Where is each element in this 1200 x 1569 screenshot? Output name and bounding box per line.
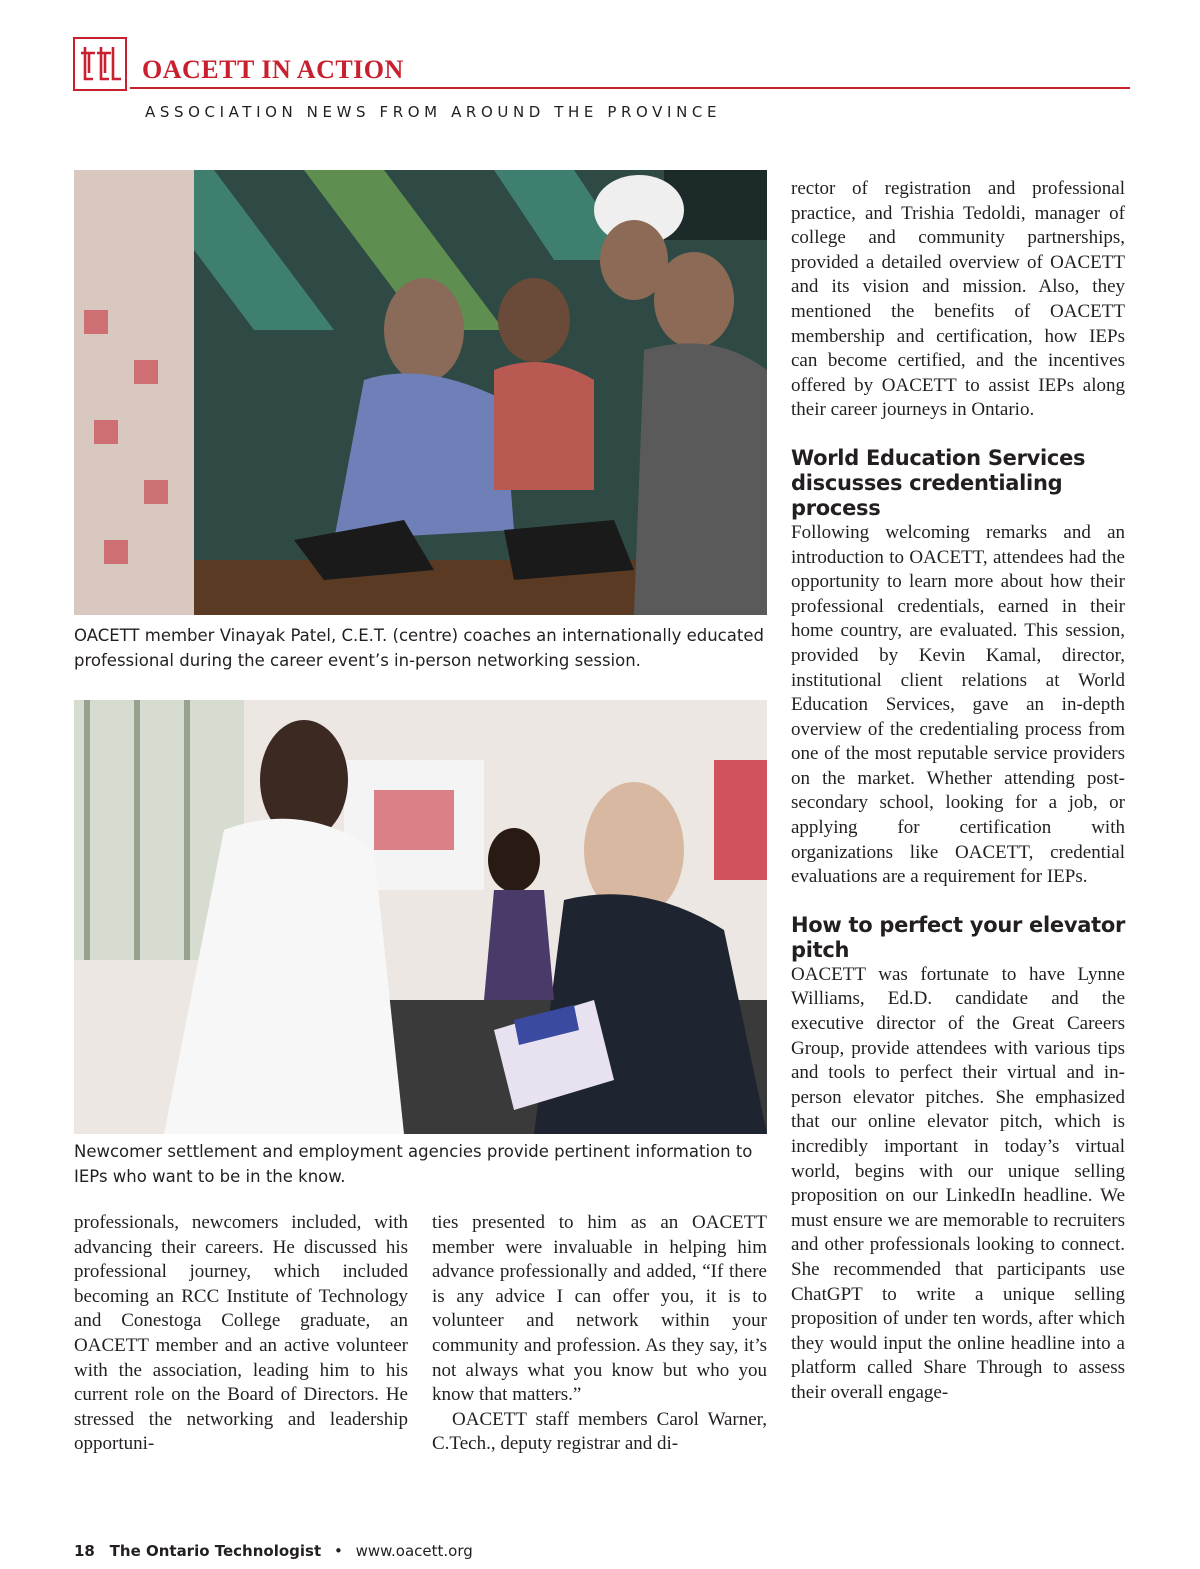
section-heading: World Education Services discusses credentialing process: [791, 445, 1086, 520]
paragraph: OACETT staff members Carol Warner, C.Tech., deputy registrar and di-: [432, 1408, 767, 1455]
paragraph: professionals, newcomers included, with advancing their careers. He discussed his professional journey, which included becoming an RCC Institute of Technology and Conestoga College graduate, an OACETT member and an active volunteer with the association, leading him to his current role on the Board of Directors. He stressed the networking and leadership opportuni-: [74, 1212, 408, 1455]
section-title: OACETT IN ACTION: [142, 55, 404, 84]
networking-session-photo: [74, 170, 767, 615]
page-number: 18: [74, 1542, 95, 1560]
information-booth-photo: [74, 700, 767, 1134]
paragraph: ties presented to him as an OACETT member were invaluable in helping him advance professionally and added, “If there is any advice I can offer you, it is to volunteer and network within your community and profession. As they say, it’s not always what you know but who you know that matters.”: [432, 1212, 767, 1406]
paragraph: Following welcoming remarks and an introduction to OACETT, attendees had the opportunity to learn more about how their professional credentials, earned in their home country, are evaluated. This session, provided by Kevin Kamal, director, institutional client relations at World Education Services, gave an in-depth overview of the credentialing process from one of the most reputable service providers on the market. Whether attending post-secondary school, looking for a job, or applying for certification with organizations like OACETT, credential evaluations are a requirement for IEPs.: [791, 521, 1125, 888]
article-column-1: [74, 1211, 408, 1457]
page-footer: [74, 1541, 473, 1561]
header-rule: [130, 87, 1130, 89]
website-link[interactable]: www.oacett.org: [355, 1542, 473, 1560]
photo-caption: OACETT member Vinayak Patel, C.E.T. (centre) coaches an internationally educated professional during the career event’s in-person networking session.: [74, 626, 764, 670]
publication-name: The Ontario Technologist: [109, 1542, 322, 1560]
article-column-2: [432, 1211, 767, 1457]
section-subtitle: ASSOCIATION NEWS FROM AROUND THE PROVINCE: [145, 103, 722, 121]
oacett-logo-mark: [75, 39, 125, 89]
footer-separator: •: [333, 1542, 343, 1560]
section-heading: How to perfect your elevator pitch: [791, 912, 1125, 962]
paragraph: OACETT was fortunate to have Lynne Williams, Ed.D. candidate and the executive director of the Great Careers Group, provide attendees with various tips and tools to perfect their virtual and in-person elevator pitches. She emphasized that our online elevator pitch, which is incredibly important in today’s virtual world, begins with our unique selling proposition on our LinkedIn headline. We must ensure we are memorable to recruiters and other professionals looking to connect. She recommended that participants use ChatGPT to write a unique selling proposition of under ten words, after which they would input the online headline into a platform called Share Through to assess their overall engage-: [791, 963, 1125, 1403]
paragraph: rector of registration and professional practice, and Trishia Tedoldi, manager of college and community partnerships, provided a detailed overview of OACETT and its vision and mission. Also, they mentioned the benefits of OACETT membership and certification, how IEPs can become certified, and the incentives offered by OACETT to assist IEPs along their career journeys in Ontario.: [791, 178, 1125, 421]
photo-caption: Newcomer settlement and employment agencies provide pertinent information to IEPs who want to be in the know.: [74, 1142, 753, 1186]
oacett-logo: [73, 37, 127, 91]
article-column-3: [791, 177, 1125, 1406]
